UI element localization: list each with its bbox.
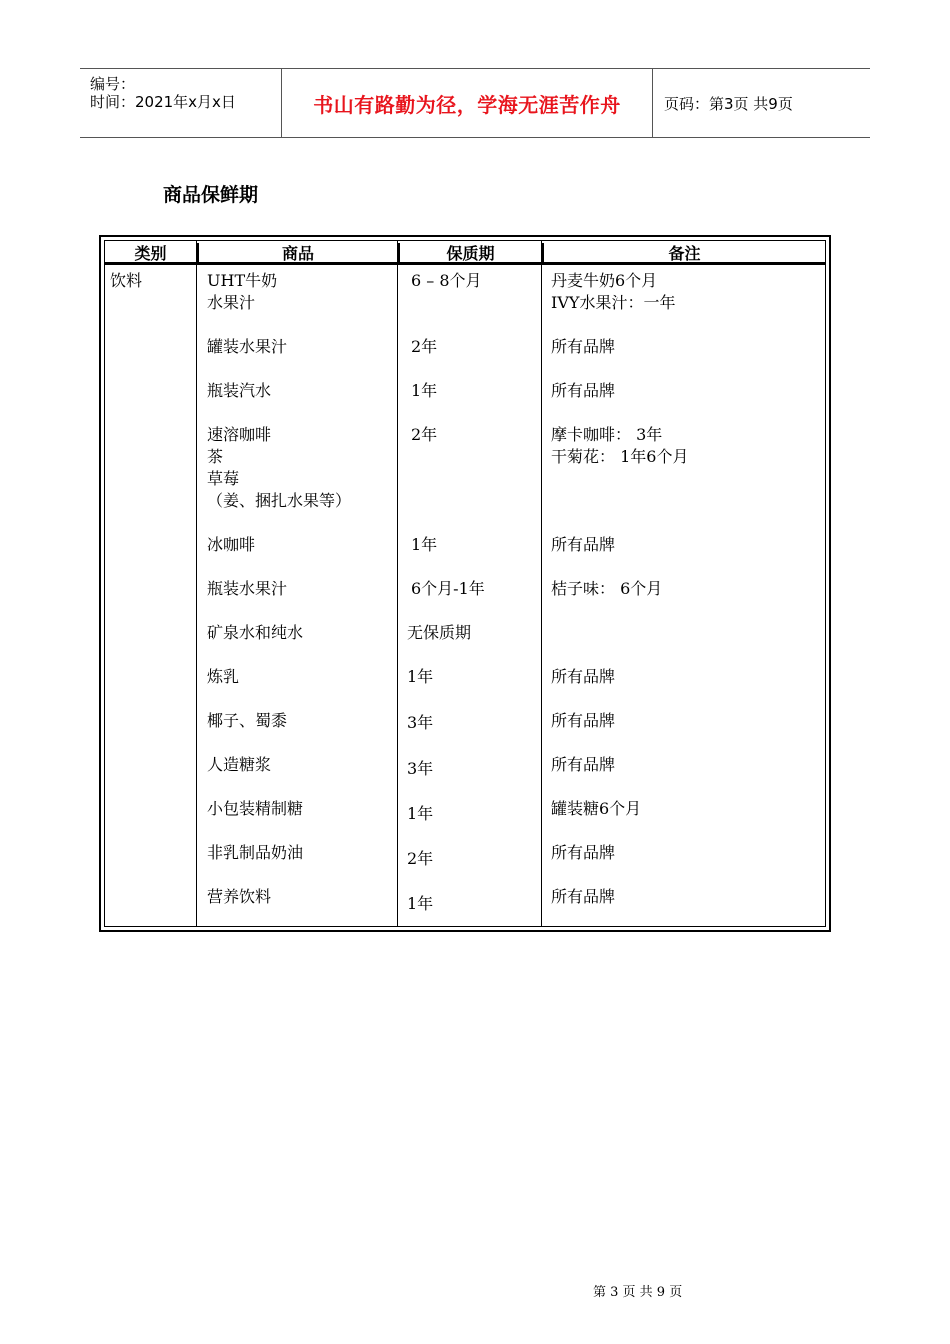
note-cell: 干菊花： 1年6个月 (551, 447, 689, 466)
header-motto (282, 69, 653, 137)
page-info: 页码：第3页 共9页 (664, 95, 793, 113)
shelf-cell: 3年 (407, 713, 434, 732)
column-divider (196, 241, 197, 926)
column-divider (397, 241, 398, 926)
note-cell: 所有品牌 (551, 535, 616, 554)
shelf-cell: 2年 (407, 849, 434, 868)
time-label: 时间：2021年x月x日 (90, 93, 236, 111)
note-cell: IVY水果汁：一年 (551, 293, 676, 312)
product-cell: 瓶装水果汁 (207, 579, 288, 598)
header-product: 商品 (281, 244, 314, 263)
shelf-cell: 3年 (407, 759, 434, 778)
note-cell: 所有品牌 (551, 887, 616, 906)
shelf-cell: 1年 (411, 381, 438, 400)
product-cell: 冰咖啡 (207, 535, 256, 554)
category-cell: 饮料 (110, 271, 143, 290)
shelf-cell: 1年 (407, 804, 434, 823)
motto-text: 书山有路勤为径，学海无涯苦作舟 (313, 92, 621, 117)
shelf-cell: 6个月-1年 (411, 579, 485, 598)
note-cell: 所有品牌 (551, 381, 616, 400)
product-cell: 炼乳 (207, 667, 240, 686)
product-cell: 罐装水果汁 (207, 337, 288, 356)
header-meta (80, 69, 282, 137)
shelf-cell: 无保质期 (407, 623, 472, 642)
product-cell: 水果汁 (207, 293, 256, 312)
shelf-cell: 2年 (411, 337, 438, 356)
note-cell: 丹麦牛奶6个月 (551, 271, 658, 290)
shelf-life-table (99, 235, 831, 932)
note-cell: 所有品牌 (551, 667, 616, 686)
header-shelf-life: 保质期 (446, 244, 495, 263)
product-cell: 草莓 (207, 469, 240, 488)
note-cell: 罐装糖6个月 (551, 799, 642, 818)
note-cell: 摩卡咖啡： 3年 (551, 425, 663, 444)
product-cell: 营养饮料 (207, 887, 272, 906)
product-cell: 瓶装汽水 (207, 381, 272, 400)
note-cell: 所有品牌 (551, 843, 616, 862)
product-cell: 小包装精制糖 (207, 799, 304, 818)
shelf-cell: 1年 (407, 894, 434, 913)
page-footer: 第 3 页 共 9 页 (593, 1285, 683, 1300)
note-cell: 桔子味： 6个月 (551, 579, 663, 598)
product-cell: 椰子、蜀黍 (207, 711, 288, 730)
product-cell: UHT牛奶 (207, 271, 278, 290)
product-cell: 非乳制品奶油 (207, 843, 304, 862)
shelf-cell: 1年 (411, 535, 438, 554)
shelf-cell: 2年 (411, 425, 438, 444)
page-header (80, 68, 870, 138)
product-cell: 茶 (207, 447, 224, 466)
product-cell: 人造糖浆 (207, 755, 272, 774)
product-cell: （姜、捆扎水果等） (207, 491, 352, 510)
header-notes: 备注 (668, 244, 701, 263)
note-cell: 所有品牌 (551, 337, 616, 356)
shelf-cell: 6 – 8个月 (411, 271, 482, 290)
header-category: 类别 (134, 244, 167, 263)
page-title: 商品保鲜期 (163, 184, 259, 206)
number-label: 编号： (90, 75, 136, 93)
note-cell: 所有品牌 (551, 711, 616, 730)
column-divider (541, 241, 542, 926)
shelf-cell: 1年 (407, 667, 434, 686)
note-cell: 所有品牌 (551, 755, 616, 774)
product-cell: 矿泉水和纯水 (207, 623, 304, 642)
product-cell: 速溶咖啡 (207, 425, 272, 444)
